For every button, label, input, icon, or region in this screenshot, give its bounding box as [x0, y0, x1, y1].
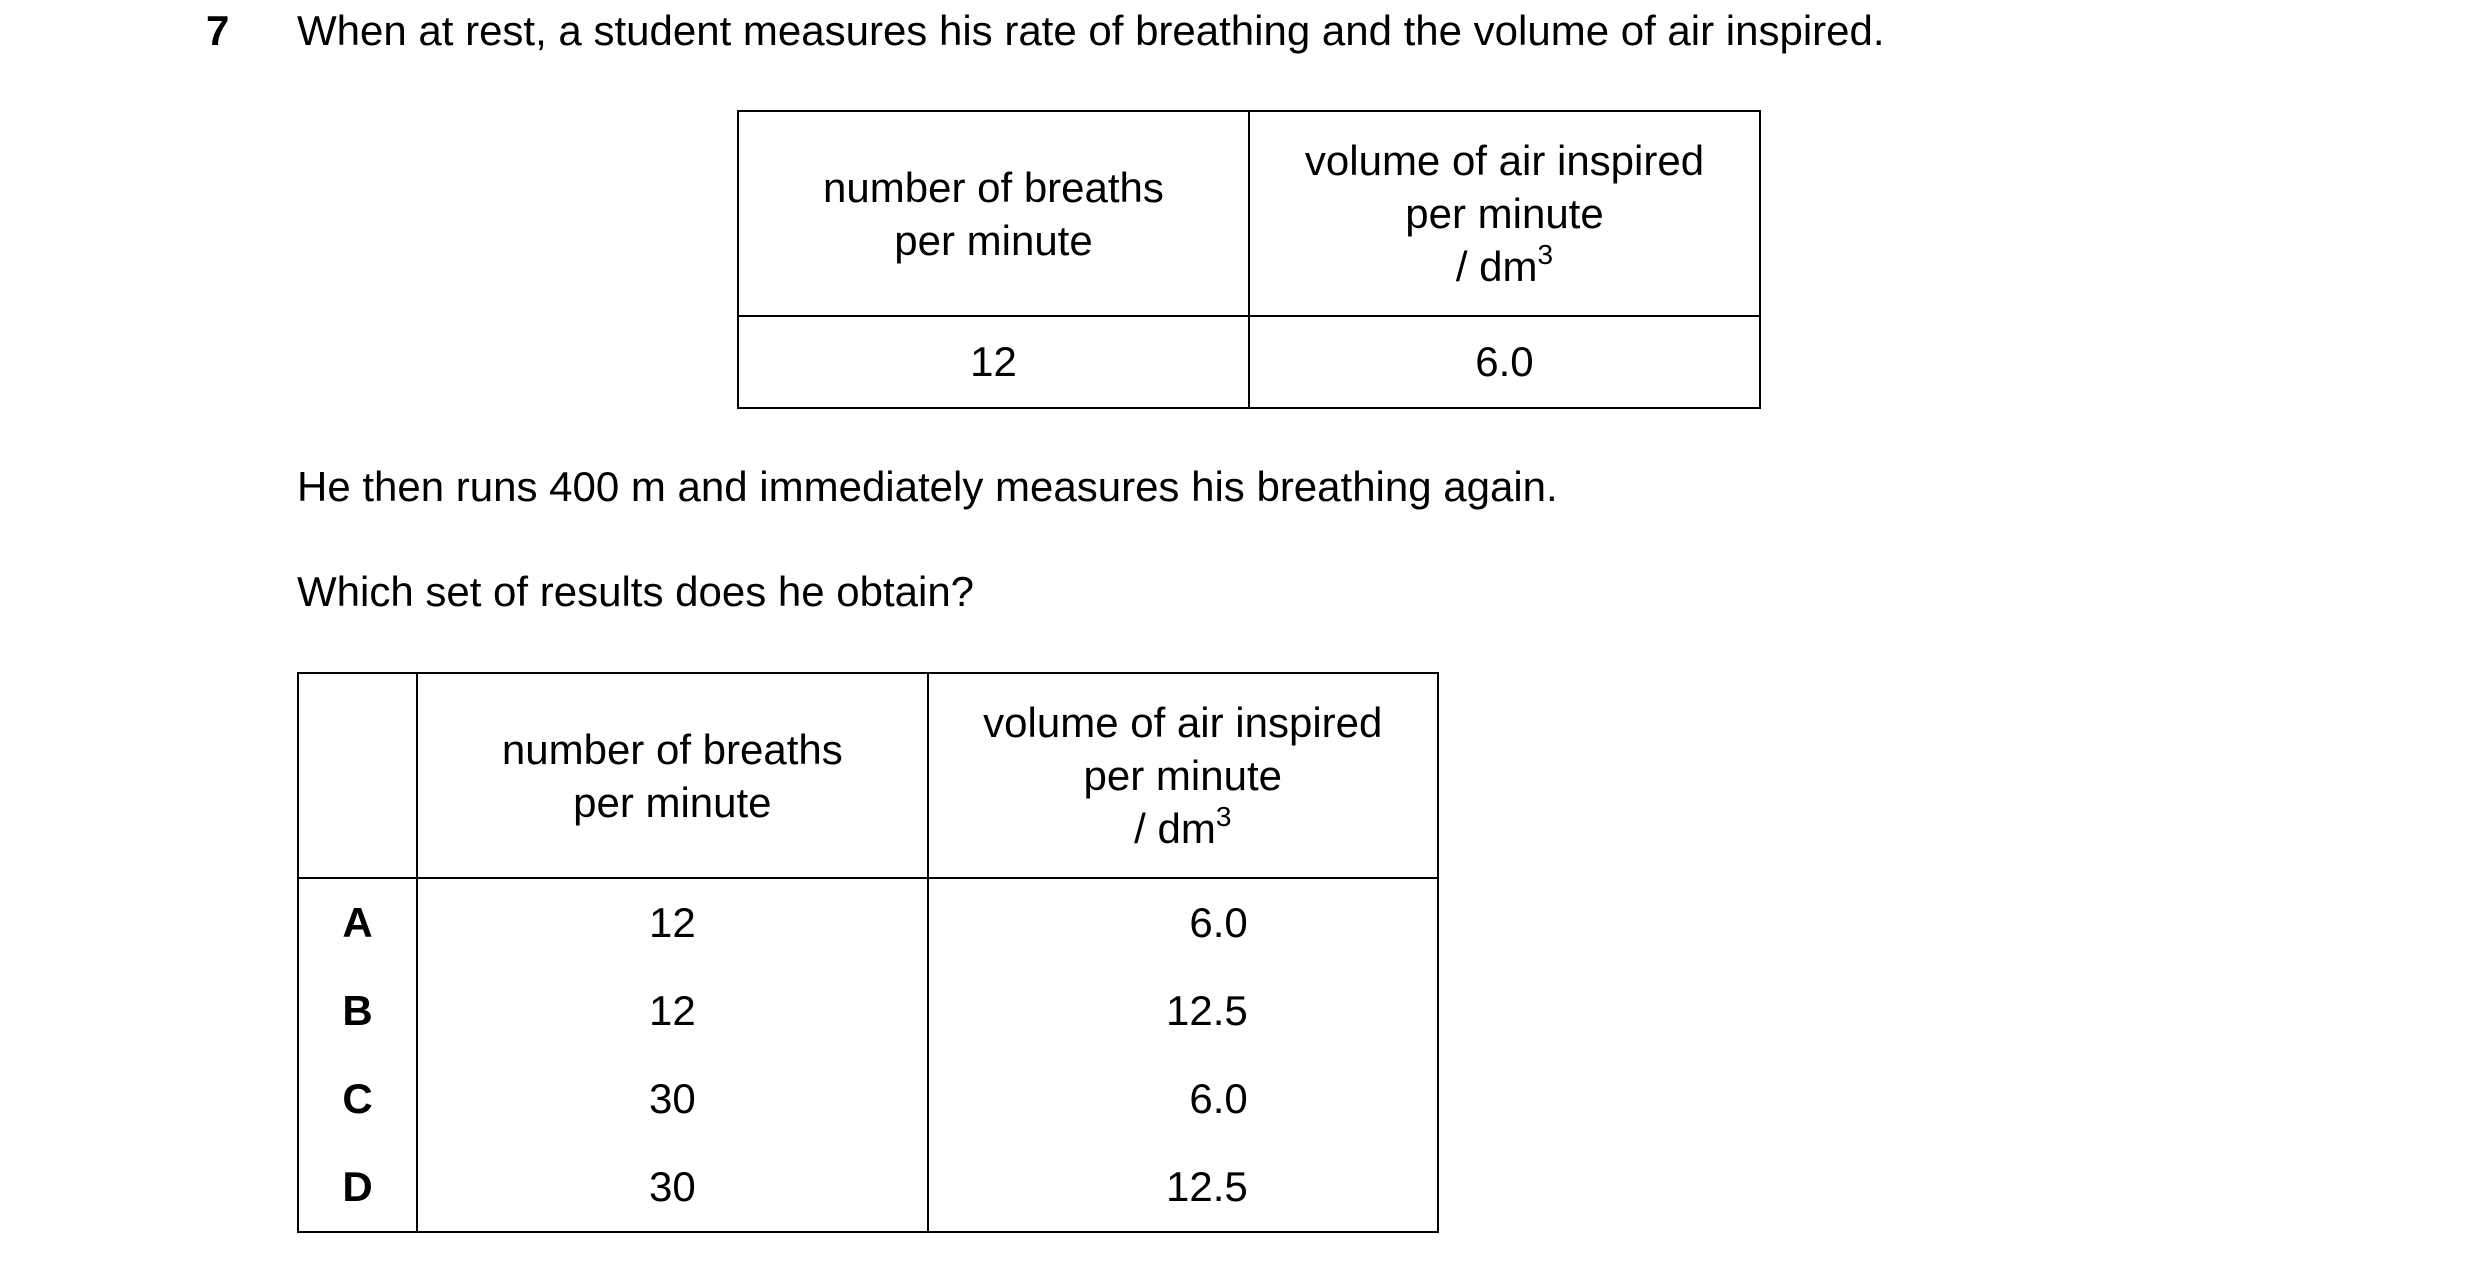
option-volume	[928, 1055, 1438, 1143]
header-volume-line1: volume of air inspired	[983, 699, 1383, 746]
option-row-b[interactable]	[298, 967, 1438, 1055]
header-breaths	[417, 673, 927, 878]
header-volume-line2: per minute	[1083, 752, 1282, 799]
unit-exponent: 3	[1537, 239, 1554, 270]
option-key[interactable]: B	[298, 967, 417, 1055]
header-breaths	[738, 111, 1249, 316]
option-volume-value: 12.5	[1166, 1163, 1248, 1210]
option-breaths: 12	[417, 967, 927, 1055]
option-breaths: 30	[417, 1055, 927, 1143]
header-volume	[928, 673, 1438, 878]
question-follow-up: He then runs 400 m and immediately measures his breathing again.	[297, 463, 1558, 510]
rest-volume-cell: 6.0	[1249, 316, 1760, 408]
option-volume	[928, 1143, 1438, 1232]
option-volume-value: 6.0	[1189, 1075, 1248, 1122]
option-key[interactable]: A	[298, 878, 417, 967]
header-volume-line2: per minute	[1405, 190, 1604, 237]
unit-exponent: 3	[1215, 801, 1232, 832]
header-breaths-line1: number of breaths	[501, 725, 843, 773]
option-row-d[interactable]	[298, 1143, 1438, 1232]
resting-results-table	[737, 110, 1761, 409]
header-volume-line1: volume of air inspired	[1304, 137, 1705, 184]
header-empty	[298, 673, 417, 878]
option-row-c[interactable]	[298, 1055, 1438, 1143]
option-key[interactable]: D	[298, 1143, 417, 1232]
table-row	[738, 316, 1760, 408]
header-breaths-line2: per minute	[894, 216, 1093, 264]
rest-breaths-cell: 12	[738, 316, 1249, 408]
option-breaths: 12	[417, 878, 927, 967]
header-breaths-line2: per minute	[573, 778, 772, 826]
header-breaths-line1: number of breaths	[823, 163, 1164, 211]
option-row-a[interactable]	[298, 878, 1438, 967]
question-stem: When at rest, a student measures his rate of breathing and the volume of air inspired.	[297, 7, 1885, 54]
option-breaths: 30	[417, 1143, 927, 1232]
header-volume-unit	[1250, 240, 1759, 293]
question-number: 7	[206, 7, 230, 54]
unit-text: / dm	[1134, 805, 1216, 852]
unit-text: / dm	[1455, 243, 1538, 290]
option-volume	[928, 967, 1438, 1055]
option-volume-value: 6.0	[1189, 899, 1248, 946]
option-volume-value: 12.5	[1166, 987, 1248, 1034]
options-table	[297, 672, 1439, 1233]
header-volume-unit	[929, 802, 1437, 855]
option-key[interactable]: C	[298, 1055, 417, 1143]
option-volume	[928, 878, 1438, 967]
question-prompt: Which set of results does he obtain?	[297, 568, 975, 615]
header-volume	[1249, 111, 1760, 316]
